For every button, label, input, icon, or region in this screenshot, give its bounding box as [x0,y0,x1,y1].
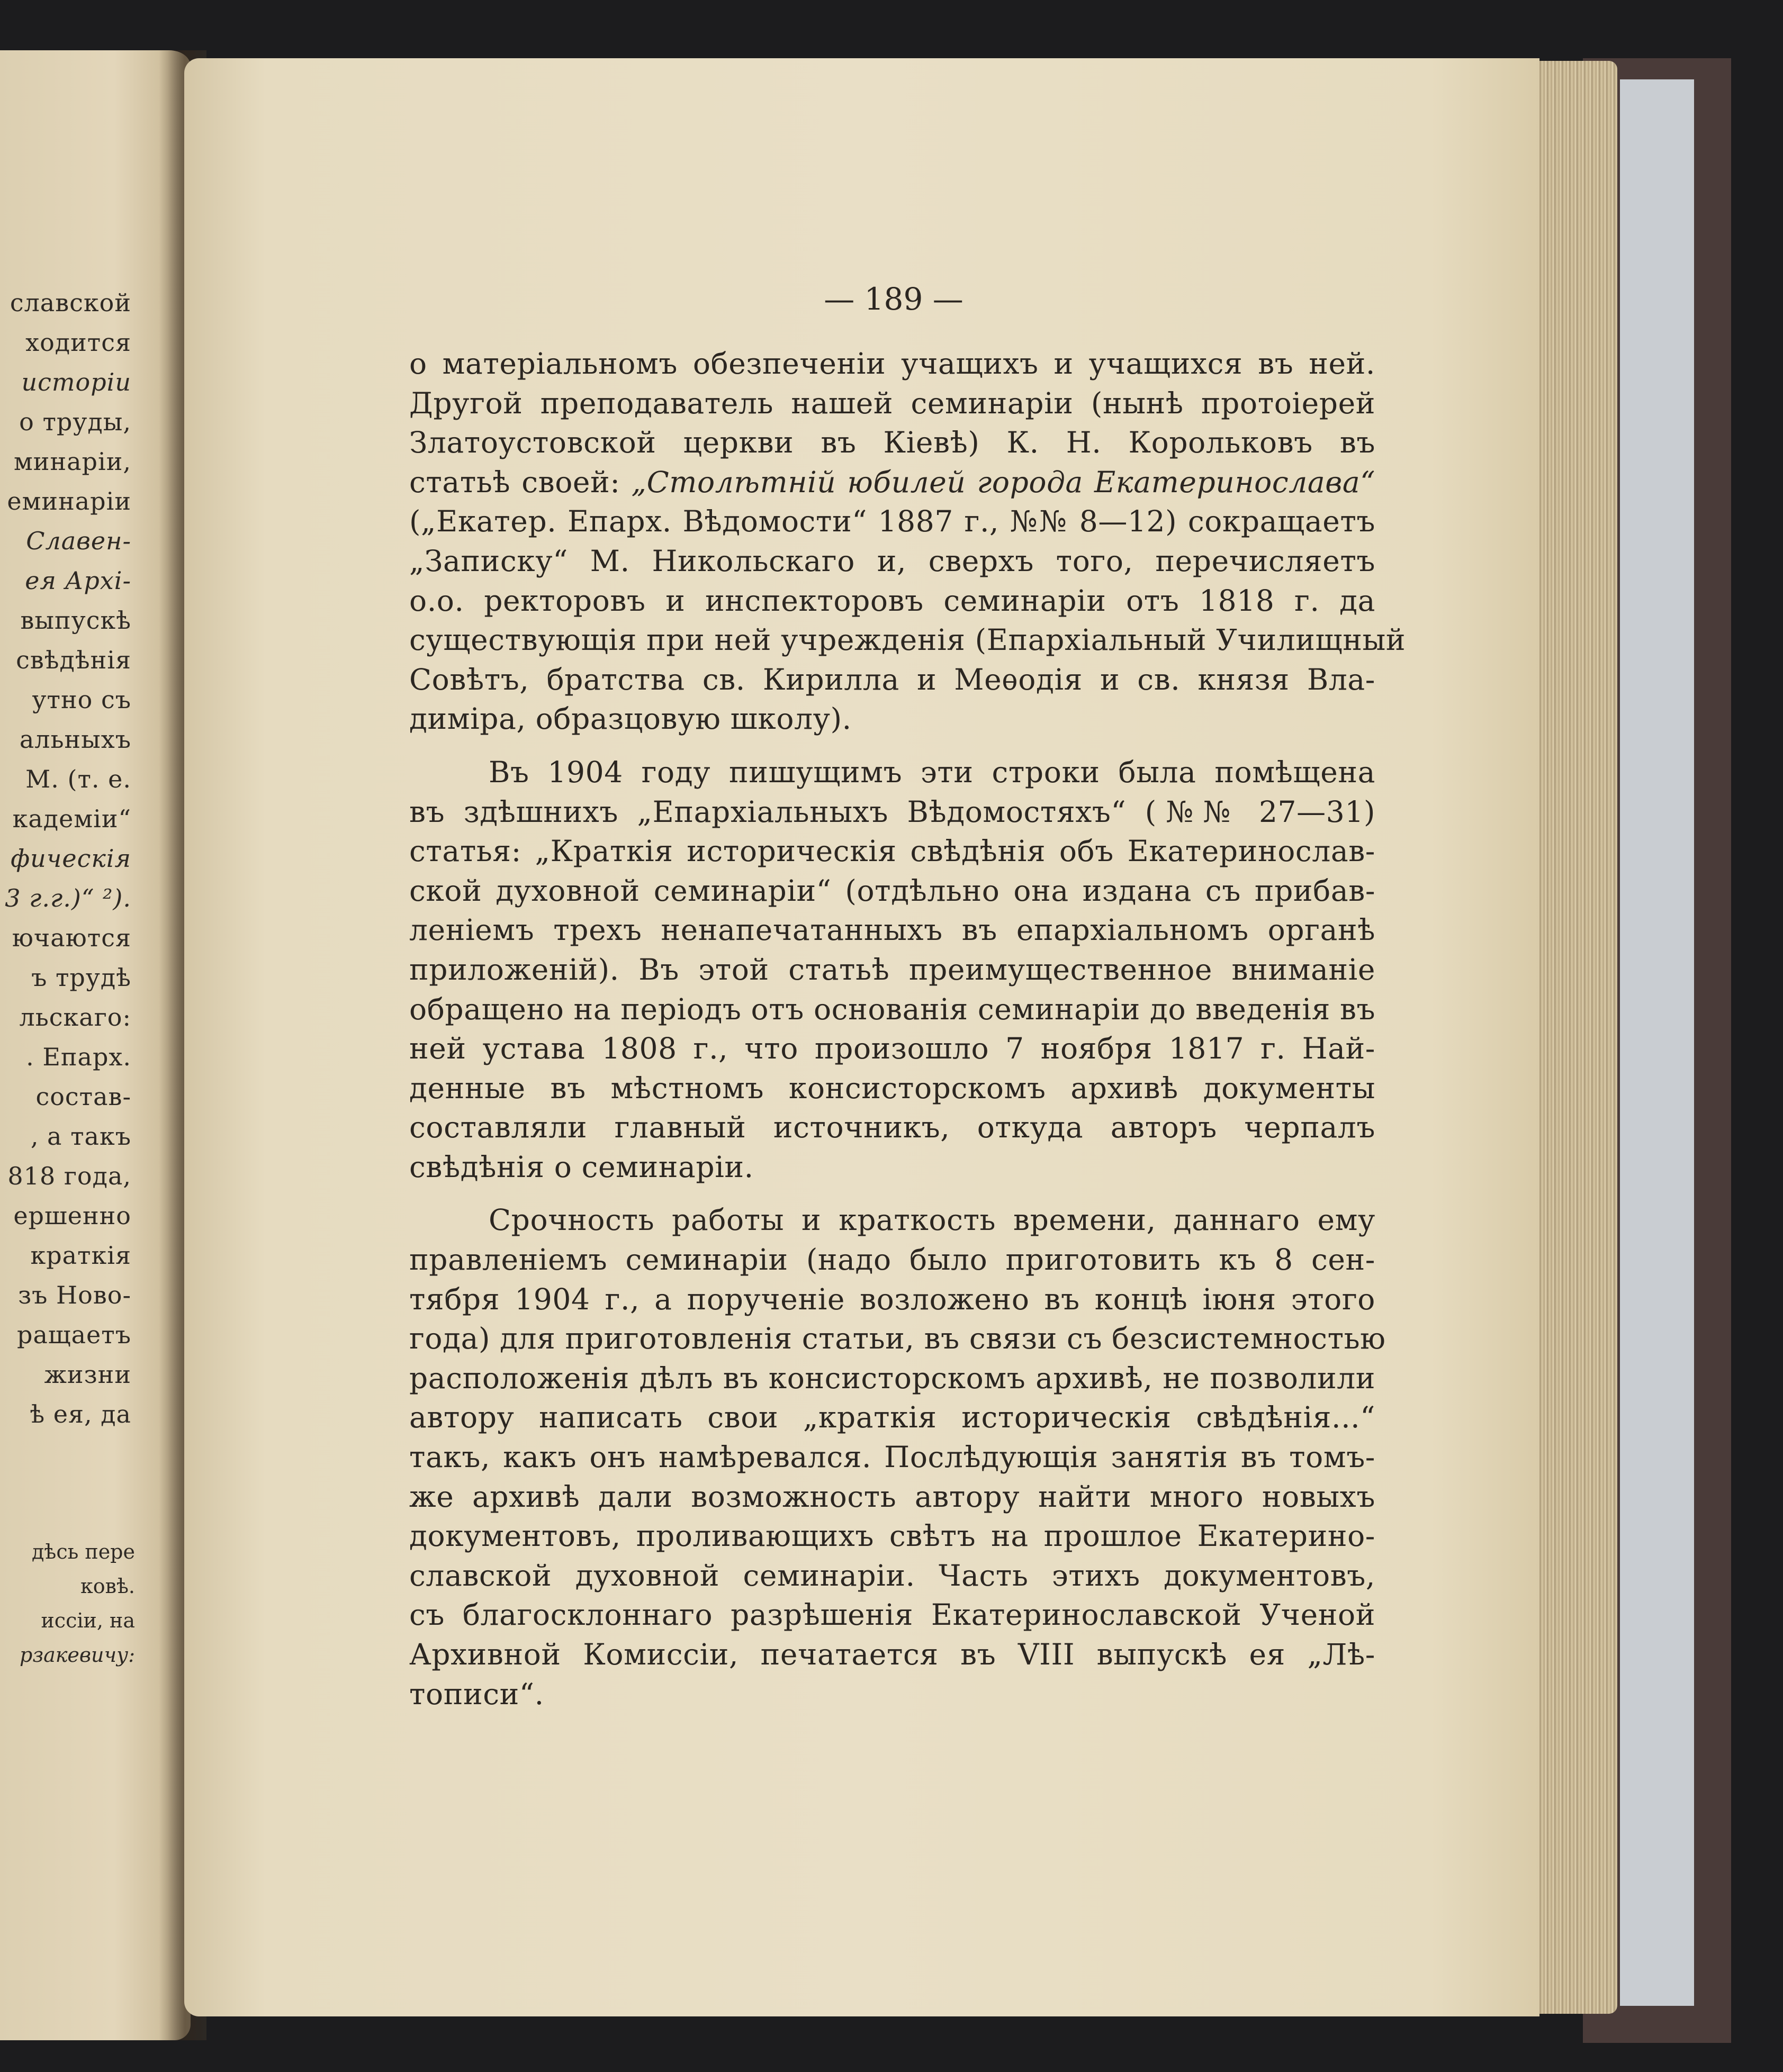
left-page-footnotes [0,1535,135,1672]
page-edges [1533,61,1617,2014]
left-text-line: утно съ [32,685,131,714]
text-line: денные въ мѣстномъ консисторскомъ архивѣ документы [409,1071,1375,1105]
left-text-line: ъ трудѣ [31,963,131,992]
text-line: леніемъ трехъ ненапечатанныхъ въ епархіальномъ органѣ [409,913,1375,947]
text-line: о.о. ректоровъ и инспекторовъ семинаріи отъ 1818 г. да [409,583,1375,618]
left-text-line: минаріи, [14,447,131,476]
left-text-line: свѣдѣнія [16,646,131,674]
cover-inner-edge [1620,79,1694,2006]
left-page-text [0,283,131,1434]
text-line: съ благосклоннаго разрѣшенія Екатеринославской Ученой [409,1598,1375,1632]
page-number: — 189 — [824,281,963,317]
text-line: обращено на періодъ отъ основанія семинаріи до введенія въ [409,992,1376,1026]
text-line: правленіемъ семинаріи (надо было приготовить къ 8 сен- [409,1243,1375,1277]
text-line: диміра, образцовую школу). [409,702,852,736]
text-line: Архивной Комиссіи, печатается въ VIII выпускѣ ея „Лѣ- [409,1637,1375,1671]
left-text-line: альныхъ [19,725,131,754]
text-line: („Екатер. Епарх. Вѣдомости“ 1887 г., №№ 8—12) сокращаетъ [409,504,1375,539]
page-body [409,344,1406,1714]
text-line: существующія при ней учрежденія (Епархіальный Училищный [409,623,1406,657]
left-text-line: краткія [30,1241,131,1270]
right-page [184,58,1539,2016]
left-text-line: фическія [11,844,131,873]
left-text-line: еминаріи [7,487,131,515]
text-line: въ здѣшнихъ „Епархіальныхъ Вѣдомостяхъ“ (№№ 27—31) [409,794,1375,829]
left-text-line: ращаетъ [17,1320,131,1349]
text-line: Другой преподаватель нашей семинаріи (нынѣ протоіерей [409,386,1375,420]
text-line: приложеній). Въ этой статьѣ преимущественное вниманіе [409,952,1375,987]
text-line: Срочность работы и краткость времени, даннаго ему [489,1203,1375,1237]
left-text-line: льскаго: [19,1003,131,1032]
text-line: Совѣтъ, братства св. Кирилла и Меѳодія и св. князя Вла- [409,662,1375,696]
text-line: же архивѣ дали возможность автору найти много новыхъ [409,1479,1375,1514]
left-text-line: славской [10,288,131,317]
text-line: ней устава 1808 г., что произошло 7 ноября 1817 г. Най- [409,1032,1375,1066]
text-line: автору написать свои „краткія историческія свѣдѣнія...“ [409,1400,1375,1435]
left-footnote-line: иссіи, на [41,1609,135,1632]
text-line: Въ 1904 году пишущимъ эти строки была помѣщена [489,755,1375,789]
text-line: тописи“. [409,1677,544,1711]
text-line: о матеріальномъ обезпеченіи учащихъ и учащихся въ ней. [409,347,1375,381]
left-text-line: . Епарх. [26,1043,131,1071]
left-text-line: зъ Ново- [18,1281,131,1309]
text-line: составляли главный источникъ, откуда авторъ черпалъ [409,1110,1375,1145]
text-line: тября 1904 г., а порученіе возложено въ концѣ іюня этого [409,1282,1375,1316]
paragraph-3 [409,1200,1386,1714]
left-text-line: ея Архі- [25,566,131,595]
left-text-line: исторіи [21,368,131,396]
text-line: „Записку“ М. Никольскаго и, сверхъ того, перечисляетъ [409,544,1375,578]
text-line: года) для приготовленія статьи, въ связи съ безсистемностью [409,1322,1386,1356]
text-line: ской духовной семинаріи“ (отдѣльно она издана съ прибав- [409,873,1375,908]
left-text-line: ходится [25,328,131,357]
left-text-line: выпускѣ [20,606,131,635]
left-text-line: жизни [44,1360,131,1389]
italic-article-title: „Столѣтній юбилей города Екатеринослава“ [631,465,1375,499]
left-text-line: , а такъ [30,1122,131,1151]
left-text-line: 818 года, [7,1162,131,1190]
left-footnote-line: рзакевичу: [20,1643,135,1667]
paragraph-1 [409,344,1406,739]
left-text-line: ючаются [12,924,131,952]
text-line: документовъ, проливающихъ свѣтъ на прошлое Екатерино- [409,1519,1375,1553]
left-text-line: кадеміи“ [12,804,131,833]
text-line: статья: „Краткія историческія свѣдѣнія объ Екатеринослав- [409,834,1375,868]
left-footnote-line: ковѣ. [80,1575,135,1598]
text-line: Златоустовской церкви въ Кіевѣ) К. Н. Корольковъ въ [409,426,1375,460]
left-text-line: М. (т. е. [25,765,131,793]
text-line [409,463,1375,502]
text-line: свѣдѣнія о семинаріи. [409,1150,754,1184]
paragraph-2 [409,753,1375,1187]
left-text-line: о труды, [19,408,131,436]
text-line: расположенія дѣлъ въ консисторскомъ архивѣ, не позволили [409,1361,1375,1395]
left-text-line: состав- [35,1082,131,1111]
text-run: статьѣ своей: [409,465,632,499]
left-text-line: Славен- [26,527,131,555]
text-line: такъ, какъ онъ намѣревался. Послѣдующія занятія въ томъ- [409,1440,1375,1474]
left-text-line: ершенно [13,1201,131,1230]
text-line: славской духовной семинаріи. Часть этихъ документовъ, [409,1558,1375,1593]
left-text-line: 3 г.г.)“ ²). [5,884,131,912]
left-text-line: ѣ ея, да [30,1400,131,1428]
left-footnote-line: дѣсь пере [32,1540,135,1563]
